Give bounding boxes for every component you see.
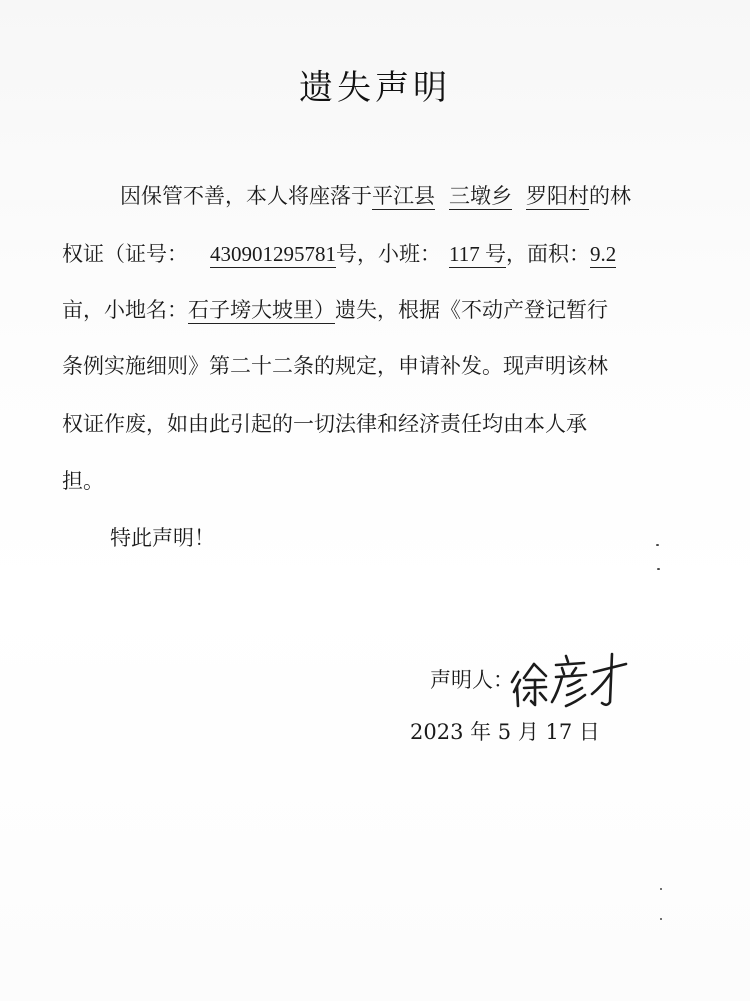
body-text: 的林 [589, 184, 631, 208]
body-line-2 [62, 238, 616, 268]
place-name-field: 石子塝大坡里） [188, 298, 335, 322]
body-line-1 [120, 180, 631, 210]
body-text: 因保管不善，本人将座落于 [120, 184, 372, 208]
body-text: 权证（证号： [62, 242, 188, 266]
body-line-3 [62, 294, 608, 324]
body-text: 亩，小地名： [62, 298, 188, 322]
body-line-6: 担。 [62, 469, 104, 493]
scan-speck [660, 888, 662, 890]
township-field: 三墩乡 [449, 184, 512, 208]
scan-speck [656, 544, 659, 546]
declaration-date: 2023 年 5 月 17 日 [410, 720, 600, 744]
document-title: 遗失声明 [299, 68, 451, 108]
sub-block-number: 117 号 [449, 242, 506, 266]
county-field: 平江县 [372, 184, 435, 208]
handwritten-signature [510, 650, 630, 710]
body-text: 号，小班： [336, 242, 441, 266]
body-line-4: 条例实施细则》第二十二条的规定，申请补发。现声明该林 [62, 354, 608, 378]
certificate-number: 430901295781 [210, 242, 336, 266]
body-line-5: 权证作废，如由此引起的一切法律和经济责任均由本人承 [62, 412, 587, 436]
scan-speck [657, 568, 660, 570]
closing-statement: 特此声明！ [110, 526, 215, 550]
declarant-label: 声明人： [430, 668, 514, 692]
body-text: 遗失，根据《不动产登记暂行 [335, 298, 608, 322]
scan-speck [660, 918, 662, 920]
village-field: 罗阳村 [526, 184, 589, 208]
area-value: 9.2 [589, 242, 617, 266]
body-text: ，面积： [505, 242, 590, 266]
